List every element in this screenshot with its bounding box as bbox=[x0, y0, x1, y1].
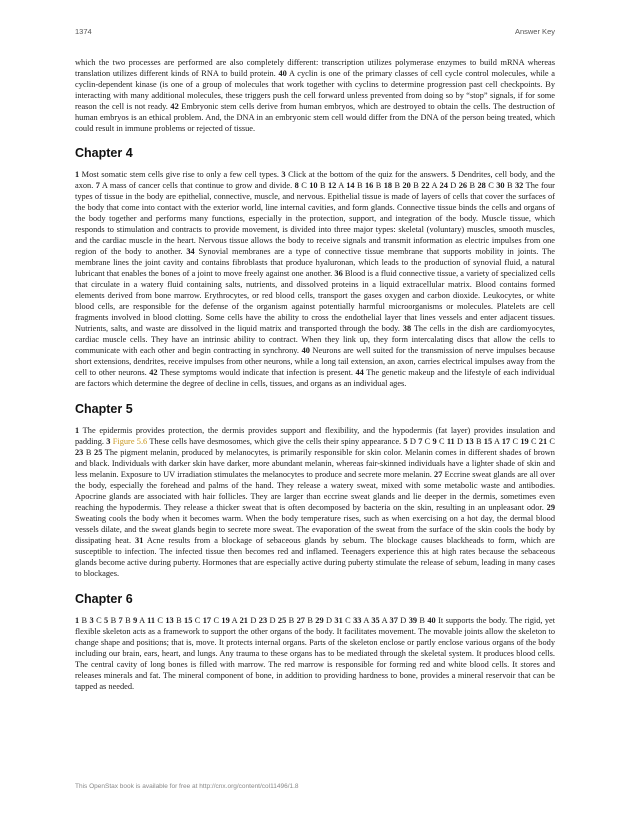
question-number: 36 bbox=[334, 269, 343, 278]
answer-text: A mass of cancer cells that continue to grow and divide. bbox=[99, 181, 295, 190]
question-number: 25 bbox=[277, 616, 287, 625]
answer-text: A bbox=[137, 616, 148, 625]
page-footer: This OpenStax book is available for free at http://cnx.org/content/col11496/1.8 bbox=[75, 783, 299, 790]
question-number: 10 bbox=[309, 181, 318, 190]
question-number: 3 bbox=[106, 437, 111, 446]
page-number: 1374 bbox=[75, 27, 92, 36]
answer-text: A bbox=[336, 181, 347, 190]
answer-text: C bbox=[528, 437, 539, 446]
answer-text: Acne results from a blockage of sebaceous glands by sebum. The blockage causes blackheads to form, which are susceptible to infection. The infected tissue then becomes red and inflamed. Teenagers experience this at high rates because the sebaceous glands become active during puberty. Hormones that are especially active during puberty stimulate the release of sebum, leading in many cases to blockages. bbox=[75, 536, 556, 578]
question-number: 27 bbox=[434, 470, 443, 479]
answer-text: Sweating cools the body when it becomes warm. When the body temperature rises, such as when exercising on a hot day, the dermal blood vessels dilate, and the sweat glands begin to secrete more sweat. The evaporation of the sweat from the surface of the skin cools the body by dissipating heat. bbox=[75, 514, 555, 545]
question-number: 5 bbox=[451, 170, 456, 179]
question-number: 33 bbox=[353, 616, 362, 625]
answer-text: Embryonic stem cells derive from human embryos, which are destroyed to obtain the cells. The destruction of human embryos is an ethical problem. And, the DNA in an embryonic stem cell would differ from the DNA of the person being treated, which could result in immune problems or rejected of tissue. bbox=[75, 102, 555, 133]
answer-text: C bbox=[155, 616, 166, 625]
answer-text: B bbox=[504, 181, 515, 190]
chapter-6-answers bbox=[75, 615, 555, 692]
answer-text: Neurons are well suited for the transmission of nerve impulses because short extensions, dendrites, receive impulses from other neurons, while a long tail extension, an axon, carries electrical impulses away from the cell to other neurons. bbox=[75, 346, 555, 377]
question-number: 42 bbox=[170, 102, 179, 111]
answer-text: D bbox=[247, 616, 259, 625]
question-number: 8 bbox=[294, 181, 299, 190]
question-number: 31 bbox=[135, 536, 144, 545]
question-number: 28 bbox=[477, 181, 486, 190]
answer-text: A bbox=[492, 437, 502, 446]
answer-text: C bbox=[211, 616, 222, 625]
question-number: 1 bbox=[75, 170, 80, 179]
question-number: 9 bbox=[133, 616, 138, 625]
question-number: 17 bbox=[501, 437, 511, 446]
question-number: 16 bbox=[364, 181, 374, 190]
question-number: 15 bbox=[483, 437, 493, 446]
question-number: 12 bbox=[327, 181, 337, 190]
question-number: 40 bbox=[301, 346, 310, 355]
question-number: 31 bbox=[334, 616, 343, 625]
question-number: 17 bbox=[202, 616, 212, 625]
answer-text: B bbox=[122, 616, 134, 625]
chapter-6-heading: Chapter 6 bbox=[75, 592, 133, 606]
question-number: 3 bbox=[281, 170, 286, 179]
question-number: 44 bbox=[355, 368, 364, 377]
chapter-4-answers bbox=[75, 169, 555, 389]
answer-text: Most somatic stem cells give rise to only a few cell types. bbox=[79, 170, 282, 179]
answer-text: A bbox=[379, 616, 390, 625]
answer-text: B bbox=[304, 616, 316, 625]
answer-text: C bbox=[547, 437, 555, 446]
answer-text: D bbox=[454, 437, 466, 446]
answer-text: B bbox=[473, 437, 484, 446]
answer-text: B bbox=[410, 181, 422, 190]
question-number: 23 bbox=[258, 616, 268, 625]
answer-text: The genetic makeup and the lifestyle of each individual are factors which determine the degree of decline in cells, tissues, and organs as an individual ages. bbox=[75, 368, 555, 388]
chapter-5-answers bbox=[75, 425, 555, 579]
answer-text: These cells have desmosomes, which give the cells their spiny appearance. bbox=[147, 437, 404, 446]
question-number: 11 bbox=[147, 616, 155, 625]
question-number: 9 bbox=[432, 437, 437, 446]
question-number: 23 bbox=[75, 448, 84, 457]
question-number: 14 bbox=[346, 181, 355, 190]
answer-key-content bbox=[75, 57, 555, 692]
figure-link[interactable]: Figure 5.6 bbox=[112, 437, 148, 446]
intro-paragraph bbox=[75, 57, 555, 134]
question-number: 37 bbox=[389, 616, 398, 625]
answer-text: These symptoms would indicate that infection is present. bbox=[157, 368, 356, 377]
question-number: 7 bbox=[418, 437, 423, 446]
answer-text: A bbox=[229, 616, 240, 625]
question-number: 40 bbox=[278, 69, 287, 78]
answer-text: Eccrine sweat glands are all over the body, especially the forehead and palms of the hand. They release a watery sweat, mixed with some metabolic waste and antibodies. Apocrine glands are associated with hair follicles. They are larger than eccrine sweat glands and lie deeper in the dermis, sometimes even reaching the hypodermis. They release a thicker sweat that is often decomposed by bacteria on the skin, resulting in an unpleasant odor. bbox=[75, 470, 556, 512]
question-number: 5 bbox=[104, 616, 109, 625]
answer-text: C bbox=[422, 437, 433, 446]
answer-text: B bbox=[417, 616, 428, 625]
question-number: 29 bbox=[546, 503, 555, 512]
question-number: 26 bbox=[458, 181, 468, 190]
question-number: 13 bbox=[165, 616, 174, 625]
answer-text: B bbox=[108, 616, 119, 625]
answer-text: It supports the body. The rigid, yet flexible skeleton acts as a framework to support the other organs of the body. It facilitates movement. The movable joints allow the skeleton to change shape and positions; that is, move. It protects internal organs. Parts of the skeleton enclose or partly enclose various organs of the body including our brain, ears, heart, and lungs. Any trauma to these organs has to be mediated through the skeletal system. It produces blood cells. The central cavity of long bones is filled with marrow. The red marrow is responsible for forming red and white blood cells. It stores and releases minerals and fat. The mineral component of bone, in addition to providing hardness to bone, provides a mineral reservoir that can be tapped as needed. bbox=[75, 616, 556, 691]
answer-text: B bbox=[392, 181, 403, 190]
question-number: 1 bbox=[75, 616, 80, 625]
answer-text: C bbox=[436, 437, 447, 446]
answer-text: B bbox=[317, 181, 328, 190]
answer-text: C bbox=[342, 616, 354, 625]
page-header bbox=[75, 27, 555, 39]
question-number: 29 bbox=[315, 616, 324, 625]
question-number: 7 bbox=[95, 181, 100, 190]
running-head: Answer Key bbox=[514, 27, 555, 36]
answer-text: which the two processes are performed are also completely different: transcription utilizes polymerase enzymes to build mRNA whereas translation utilizes different kinds of RNA to build protein. bbox=[75, 58, 555, 78]
question-number: 11 bbox=[446, 437, 455, 446]
answer-text: D bbox=[447, 181, 459, 190]
chapter-5-heading: Chapter 5 bbox=[75, 402, 133, 416]
question-number: 35 bbox=[371, 616, 380, 625]
question-number: 22 bbox=[421, 181, 430, 190]
question-number: 15 bbox=[184, 616, 193, 625]
question-number: 5 bbox=[403, 437, 408, 446]
question-number: 39 bbox=[408, 616, 418, 625]
answer-text: D bbox=[407, 437, 419, 446]
answer-text: The cells in the dish are cardiomyocytes, cardiac muscle cells. They have an intrinsic ability to contract. When they link up, they form intercalating discs that allow the cells to communicate with each other and begin contracting in synchrony. bbox=[75, 324, 555, 355]
answer-text: The pigment melanin, produced by melanocytes, is primarily responsible for skin color. Melanin comes in different shades of brown and black. Individuals with darker skin have darker, more abundant melanin, whereas fair-skinned individuals have a lighter shade of skin and less melanin. Exposure to UV irradiation stimulates the melanocytes to produce and secrete more melanin. bbox=[75, 448, 555, 479]
answer-text: B bbox=[79, 616, 90, 625]
answer-text: Blood is a fluid connective tissue, a variety of specialized cells that circulate in a watery fluid containing salts, nutrients, and dissolved proteins in a liquid extracellular matrix. Blood contains formed elements derived from bone marrow. Erythrocytes, or red blood cells, transport the gases oxygen and carbon dioxide. Leukocytes, or white blood cells, are responsible for the defense of the organism against potentially harmful microorganisms or molecules. Platelets are cell fragments involved in blood clotting. Some cells have the ability to cross the endothelial layer that lines vessels and enter adjacent tissues. Nutrients, salts, and waste are dissolved in the liquid matrix and transported through the body. bbox=[75, 269, 555, 333]
question-number: 42 bbox=[149, 368, 158, 377]
question-number: 25 bbox=[94, 448, 103, 457]
question-number: 3 bbox=[89, 616, 94, 625]
answer-text: C bbox=[192, 616, 203, 625]
question-number: 21 bbox=[538, 437, 548, 446]
chapter-4-heading: Chapter 4 bbox=[75, 146, 133, 160]
answer-text: B bbox=[373, 181, 384, 190]
answer-text: A bbox=[429, 181, 440, 190]
answer-text: C bbox=[93, 616, 105, 625]
answer-text: C bbox=[485, 181, 497, 190]
answer-text: Dendrites, cell body, and the axon. bbox=[75, 170, 556, 190]
answer-text: D bbox=[397, 616, 409, 625]
answer-text: B bbox=[354, 181, 365, 190]
answer-text: Click at the bottom of the quiz for the answers. bbox=[285, 170, 452, 179]
question-number: 40 bbox=[427, 616, 436, 625]
question-number: 19 bbox=[221, 616, 230, 625]
question-number: 19 bbox=[520, 437, 529, 446]
answer-text: The four types of tissue in the body are epithelial, connective, muscle, and nervous. Epithelial tissue is made of layers of cells that cover the surfaces of the body that come into contact with the exterior world, line internal cavities, and form glands. Connective tissue binds the cells and organs of the body together and performs many functions, especially in the protection, support, and integration of the body. Muscle tissue, which responds to stimulation and contracts to provide movement, is divided into three major types: skeletal (voluntary) muscles, smooth muscles, and the cardiac muscle in the heart. Nervous tissue allows the body to receive signals and transmit information as electric impulses from one region of the body to another. bbox=[75, 181, 555, 256]
question-number: 13 bbox=[465, 437, 474, 446]
answer-text: B bbox=[173, 616, 185, 625]
question-number: 24 bbox=[439, 181, 448, 190]
answer-text: B bbox=[83, 448, 95, 457]
answer-text: The epidermis provides protection, the dermis provides support and flexibility, and the hypodermis (fat layer) provides insulation and padding. bbox=[75, 426, 555, 446]
answer-text: C bbox=[510, 437, 521, 446]
question-number: 30 bbox=[496, 181, 505, 190]
answer-text: A bbox=[361, 616, 372, 625]
question-number: 32 bbox=[515, 181, 524, 190]
question-number: 34 bbox=[186, 247, 195, 256]
answer-text: C bbox=[298, 181, 310, 190]
answer-text: D bbox=[323, 616, 335, 625]
question-number: 20 bbox=[402, 181, 411, 190]
question-number: 7 bbox=[118, 616, 123, 625]
answer-text: B bbox=[286, 616, 297, 625]
answer-text: A cyclin is one of the primary classes of cell cycle control molecules, while a cyclin-dependent kinase (is one of a group of molecules that work together with cyclins to determine progression past cell checkpoints. By interacting with many additional molecules, these triggers push the cell forward unless prevented from doing so by “stop” signals, if for some reason the cell is not ready. bbox=[75, 69, 556, 111]
answer-text: B bbox=[467, 181, 478, 190]
question-number: 38 bbox=[402, 324, 412, 333]
answer-text: Synovial membranes are a type of connective tissue membrane that supports mobility in joints. The membrane lines the joint cavity and contains fibroblasts that produce hyaluronan, which leads to the production of synovial fluid, a natural lubricant that enables the bones of a joint to move freely against one another. bbox=[75, 247, 555, 278]
answer-text: D bbox=[267, 616, 278, 625]
question-number: 27 bbox=[296, 616, 305, 625]
question-number: 1 bbox=[75, 426, 80, 435]
question-number: 21 bbox=[239, 616, 248, 625]
question-number: 18 bbox=[383, 181, 393, 190]
